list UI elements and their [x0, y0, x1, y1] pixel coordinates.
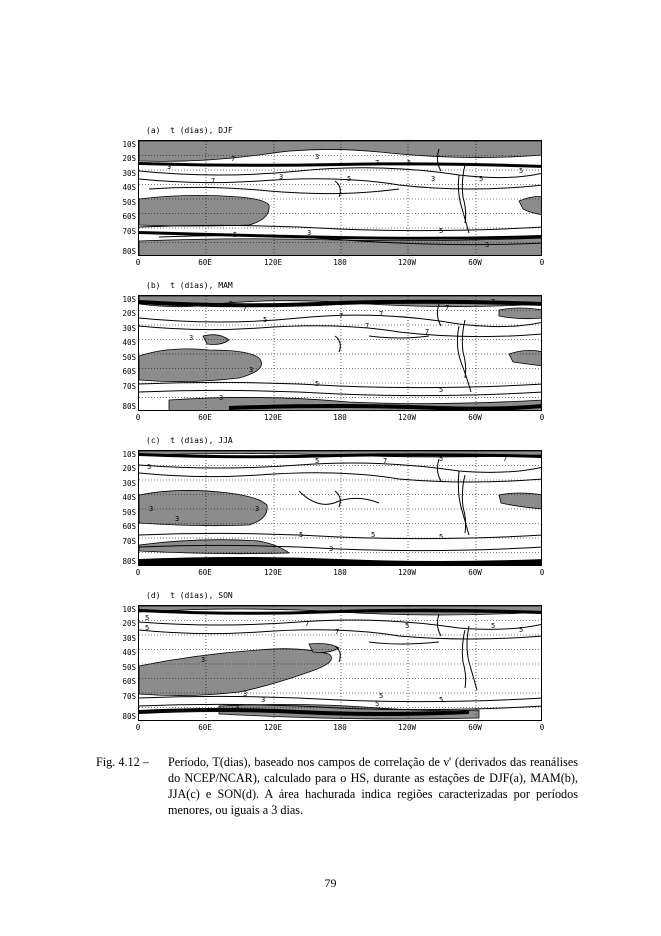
contour-label: 5	[439, 533, 444, 541]
map-canvas-c	[139, 451, 542, 566]
y-axis-label: 70S	[122, 226, 136, 236]
contour-label: 5	[315, 380, 320, 388]
y-axis-label: 40S	[122, 183, 136, 192]
contour-label: 5	[371, 531, 376, 539]
y-axis-label: 20S	[122, 309, 136, 318]
contour-label: 5	[229, 300, 234, 308]
x-axis-label: 120W	[397, 723, 417, 732]
contour-label: 3	[249, 366, 254, 374]
shaded-region	[139, 490, 267, 525]
y-axis-label: 80S	[122, 402, 136, 411]
contour-label: 5	[145, 614, 150, 622]
contour-label: 3	[255, 505, 260, 513]
panel-title-c: (c) t (dias), JJA	[146, 436, 233, 445]
x-axis-label: 120E	[263, 568, 283, 577]
contour-label: 3	[175, 515, 180, 523]
contour-label: 3	[485, 241, 490, 249]
y-axis-label: 80S	[122, 247, 136, 256]
contour-label: 5	[491, 622, 496, 630]
contour-label: 5	[299, 531, 304, 539]
y-axis-label: 80S	[122, 712, 136, 721]
contour-line	[139, 390, 542, 395]
panel-title-b: (b) t (dias), MAM	[146, 281, 233, 290]
x-axis-label: 0	[135, 723, 141, 732]
shaded-region	[139, 238, 542, 256]
y-axis-label: 60S	[122, 522, 136, 531]
contour-label: 5	[405, 622, 410, 630]
contour-label: 3	[219, 394, 224, 402]
contour-label: 5	[519, 167, 524, 175]
contour-label: 3	[307, 229, 312, 237]
y-axis-label: 30S	[122, 633, 136, 643]
y-axis-label: 80S	[122, 557, 136, 566]
contour-label: 3	[279, 173, 284, 181]
contour-line	[467, 626, 477, 690]
y-axis-label: 20S	[122, 464, 136, 473]
y-axis-label: 50S	[122, 352, 136, 362]
x-axis-label: 120W	[397, 258, 417, 267]
contour-label: 7	[231, 155, 236, 163]
y-axis-label: 50S	[122, 197, 136, 207]
contour-label: 5	[479, 175, 484, 183]
contour-line	[139, 326, 542, 337]
shaded-region	[203, 335, 229, 345]
y-axis-label: 20S	[122, 619, 136, 628]
y-axis-label: 10S	[122, 604, 136, 614]
contour-line	[369, 642, 439, 644]
x-axis-label: 0	[135, 413, 141, 422]
x-axis-label: 0	[539, 568, 545, 577]
y-axis-label: 30S	[122, 323, 136, 333]
x-axis-label: 180	[333, 413, 347, 422]
contour-label: 5	[407, 159, 412, 167]
map-panel-a	[138, 140, 542, 256]
contour-label: 5	[379, 692, 384, 700]
contour-line	[139, 630, 542, 639]
contour-label: 3	[315, 153, 320, 161]
map-canvas-a	[139, 141, 542, 256]
x-axis-label: 120E	[263, 258, 283, 267]
x-axis-label: 180	[333, 568, 347, 577]
contour-line	[458, 175, 469, 233]
dense-contour-band	[139, 162, 542, 168]
shaded-region	[499, 493, 542, 509]
contour-label: 5	[439, 696, 444, 704]
x-axis-label: 60E	[198, 413, 212, 422]
shaded-region	[309, 644, 339, 653]
contour-label: 5	[347, 175, 352, 183]
x-axis-label: 120W	[397, 413, 417, 422]
coastline	[335, 614, 466, 688]
contour-label: 7	[445, 304, 450, 312]
coastline	[335, 459, 466, 533]
coastline	[335, 149, 466, 223]
contour-label: 7	[379, 310, 384, 318]
y-axis-label: 50S	[122, 507, 136, 517]
contour-line	[139, 463, 542, 472]
x-axis-label: 120E	[263, 413, 283, 422]
y-axis-label: 60S	[122, 367, 136, 376]
shaded-region	[139, 195, 269, 226]
contour-label: 3	[149, 505, 154, 513]
contour-label: 7	[339, 312, 344, 320]
contour-label: 3	[243, 690, 248, 698]
contour-label: 7	[211, 177, 216, 185]
contour-label: 5	[439, 227, 444, 235]
x-axis-label: 0	[539, 258, 545, 267]
y-axis-label: 30S	[122, 168, 136, 178]
caption-text: Período, T(dias), baseado nos campos de correlação de ν' (derivados das reanálises do NCEP/NCAR), calculado para o HS, durante as estações de DJF(a), MAM(b), JJA(c) e SON(d). A área hachurada indica regiões caracterizadas por períodos menores, ou iguais a 3 dias.	[168, 755, 578, 817]
contour-label: 3	[431, 175, 436, 183]
y-axis-label: 70S	[122, 381, 136, 391]
x-axis-label: 0	[539, 413, 545, 422]
shaded-region	[499, 308, 542, 319]
y-axis-label: 40S	[122, 338, 136, 347]
map-panel-c	[138, 450, 542, 566]
contour-label: 7	[383, 457, 388, 465]
contour-label: 7	[503, 455, 508, 463]
x-axis-label: 0	[135, 568, 141, 577]
x-axis-label: 60E	[198, 568, 212, 577]
y-axis-label: 60S	[122, 212, 136, 221]
y-axis-label: 10S	[122, 139, 136, 149]
shaded-region	[139, 649, 332, 696]
y-axis-label: 10S	[122, 449, 136, 459]
contour-label: 5	[375, 700, 380, 708]
dense-contour-band	[139, 557, 542, 566]
map-canvas-d	[139, 606, 542, 721]
y-axis-label: 50S	[122, 662, 136, 672]
contour-line	[299, 491, 379, 504]
x-axis-label: 60W	[468, 568, 482, 577]
contour-label: 7	[491, 298, 496, 306]
contour-line	[139, 696, 542, 701]
contour-label: 7	[365, 322, 370, 330]
contour-label: 5	[439, 455, 444, 463]
x-axis-label: 60W	[468, 723, 482, 732]
x-axis-label: 180	[333, 258, 347, 267]
contour-label: 7	[305, 620, 310, 628]
shaded-region	[139, 141, 542, 161]
contour-label: 7	[243, 304, 248, 312]
map-panel-b	[138, 295, 542, 411]
y-axis-label: 30S	[122, 478, 136, 488]
y-axis-label: 70S	[122, 691, 136, 701]
panel-title-d: (d) t (dias), SON	[146, 591, 233, 600]
x-axis-label: 60W	[468, 258, 482, 267]
y-axis-label: 70S	[122, 536, 136, 546]
caption-label: Fig. 4.12 –	[96, 755, 149, 769]
y-axis-label: 10S	[122, 294, 136, 304]
contour-line	[369, 336, 429, 338]
panel-title-a: (a) t (dias), DJF	[146, 126, 233, 135]
shaded-region	[509, 350, 542, 366]
contour-label: 7	[335, 628, 340, 636]
contour-label: 3	[201, 656, 206, 664]
contour-label: 3	[261, 696, 266, 704]
page-number: 79	[324, 876, 337, 890]
contour-label: 5	[233, 231, 238, 239]
contour-label: 5	[263, 316, 268, 324]
map-panel-d	[138, 605, 542, 721]
contour-label: 3	[167, 163, 172, 171]
y-axis-label: 20S	[122, 154, 136, 163]
contour-line	[139, 473, 542, 482]
contour-label: 5	[145, 624, 150, 632]
contour-label: 7	[425, 328, 430, 336]
y-axis-label: 60S	[122, 677, 136, 686]
contour-label: 3	[235, 704, 240, 712]
y-axis-label: 40S	[122, 648, 136, 657]
x-axis-label: 120E	[263, 723, 283, 732]
map-canvas-b	[139, 296, 542, 411]
contour-label: 3	[329, 545, 334, 553]
x-axis-label: 180	[333, 723, 347, 732]
contour-label: 7	[375, 159, 380, 167]
x-axis-label: 0	[135, 258, 141, 267]
x-axis-label: 60E	[198, 723, 212, 732]
x-axis-label: 60E	[198, 258, 212, 267]
x-axis-label: 0	[539, 723, 545, 732]
contour-label: 5	[439, 386, 444, 394]
contour-label: 5	[519, 626, 524, 634]
y-axis-label: 40S	[122, 493, 136, 502]
contour-label: 5	[147, 463, 152, 471]
contour-label: 5	[315, 457, 320, 465]
contour-label: 3	[189, 334, 194, 342]
x-axis-label: 60W	[468, 413, 482, 422]
contour-line	[139, 620, 542, 629]
x-axis-label: 120W	[397, 568, 417, 577]
